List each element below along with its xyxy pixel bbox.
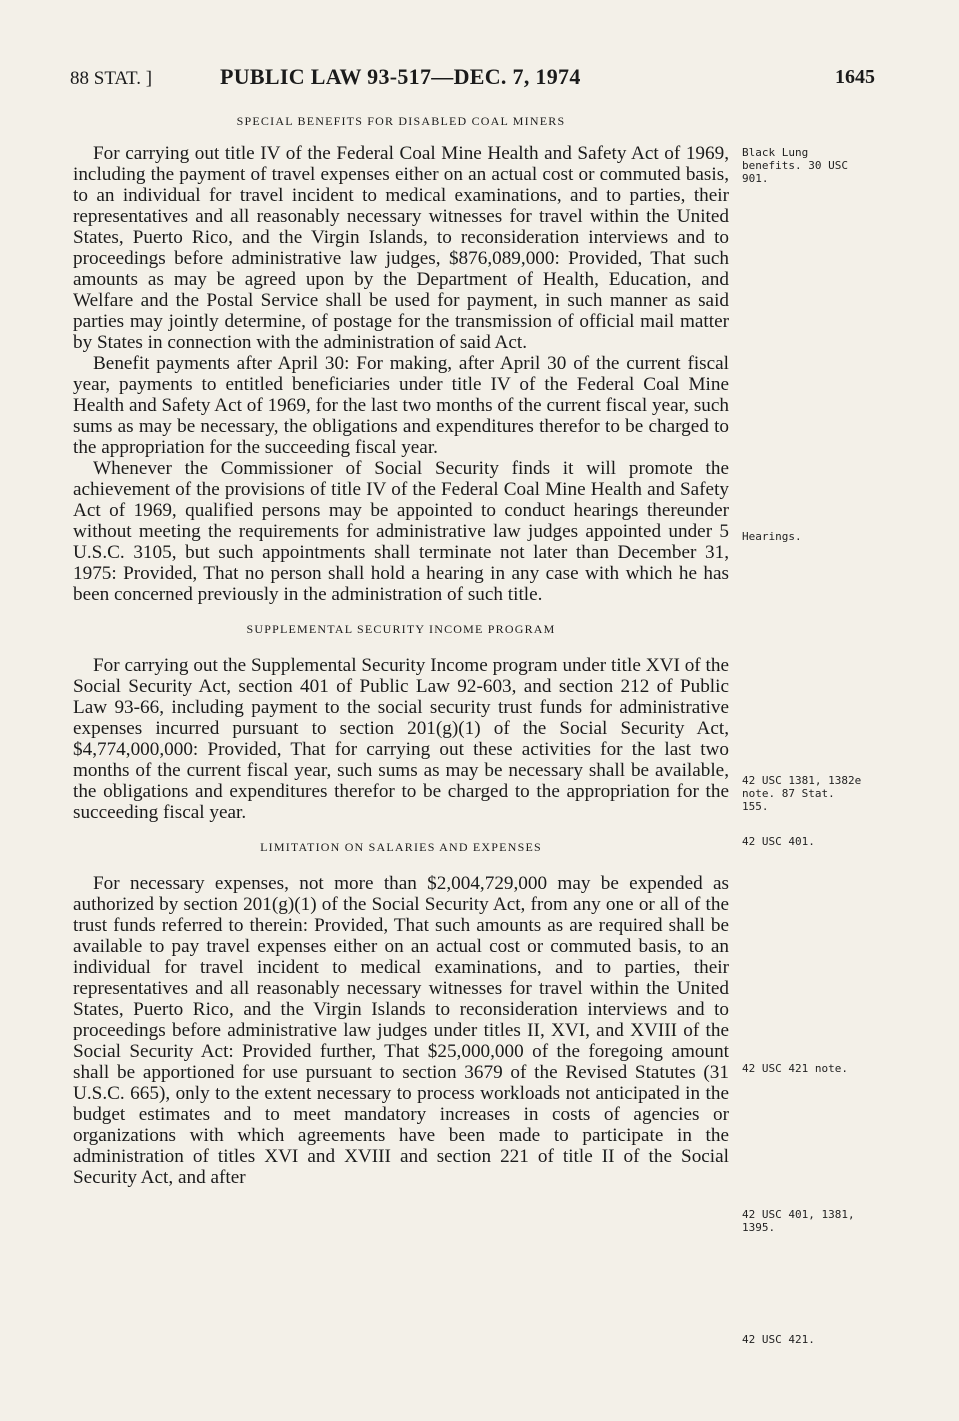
page-header [70, 62, 875, 92]
statute-reference: 88 STAT. ] [70, 68, 153, 89]
law-title: PUBLIC LAW 93-517—DEC. 7, 1974 [220, 64, 581, 89]
paragraph: Whenever the Commissioner of Social Security finds it will promote the achievement of the provisions of title IV of the Federal Coal Mine Health and Safety Act of 1969, qualified persons may be appointed to conduct hearings thereunder without meeting the requirements for administrative law judges appointed under 5 U.S.C. 3105, but such appointments shall terminate not later than December 31, 1975: Provided, That no person shall hold a hearing in any case with which he has been concerned previously in the administration of such title. [73, 458, 729, 605]
page-number: 1645 [835, 66, 875, 88]
paragraph: For carrying out the Supplemental Security Income program under title XVI of the Social Security Act, section 401 of Public Law 92-603, and section 212 of Public Law 93-66, including payment to the social security trust funds for administrative expenses incurred pursuant to section 201(g)(1) of the Social Security Act, $4,774,000,000: Provided, That for carrying out these activities for the last two months of the current fiscal year, such sums as may be necessary shall be available, the obligations and expenditures therefor to be charged to the appropriation for the succeeding fiscal year. [73, 655, 729, 823]
margin-note: Black Lung benefits. 30 USC 901. [742, 146, 848, 185]
margin-note: 42 USC 421 note. [742, 1062, 848, 1075]
paragraph: For carrying out title IV of the Federal Coal Mine Health and Safety Act of 1969, including the payment of travel expenses either on an actual cost or commuted basis, to an individual for travel incident to medical examinations, and to parties, their representatives and all reasonably necessary witnesses for travel within the United States, Puerto Rico, and the Virgin Islands, to reconsideration interviews and to proceedings before administrative law judges, $876,089,000: Provided, That such amounts as may be agreed upon by the Department of Health, Education, and Welfare and the Postal Service shall be used for payment, in such manner as said parties may jointly determine, of postage for the transmission of official mail matter by States in connection with the administration of said Act. [73, 143, 729, 353]
section-heading: SPECIAL BENEFITS FOR DISABLED COAL MINERS [236, 114, 566, 128]
margin-note: 42 USC 1381, 1382e note. 87 Stat. 155. [742, 774, 862, 813]
main-text [73, 113, 729, 1188]
margin-note: Hearings. [742, 530, 802, 543]
section-heading: LIMITATION ON SALARIES AND EXPENSES [260, 840, 542, 854]
section-heading: SUPPLEMENTAL SECURITY INCOME PROGRAM [246, 622, 556, 636]
paragraph: For necessary expenses, not more than $2,004,729,000 may be expended as authorized by section 201(g)(1) of the Social Security Act, from any one or all of the trust funds referred to therein: Provided, That such amounts as are required shall be available to pay travel expenses either on an actual cost or commuted basis, to an individual for travel incident to medical examinations, and to parties, their representatives and all reasonably necessary witnesses for travel within the United States, Puerto Rico, and the Virgin Islands to reconsideration interviews and to proceedings before administrative law judges under titles II, XVI, and XVIII of the Social Security Act: Provided further, That $25,000,000 of the foregoing amount shall be apportioned for use pursuant to section 3679 of the Revised Statutes (31 U.S.C. 665), only to the extent necessary to process workloads not anticipated in the budget estimates and to meet mandatory increases in costs of agencies or organizations with which agreements have been made to participate in the administration of titles XVI and XVIII and section 221 of title II of the Social Security Act, and after [73, 873, 729, 1188]
margin-note: 42 USC 401, 1381, 1395. [742, 1208, 855, 1234]
margin-note: 42 USC 401. [742, 835, 815, 848]
margin-note: 42 USC 421. [742, 1333, 815, 1346]
paragraph: Benefit payments after April 30: For making, after April 30 of the current fiscal year, payments to entitled beneficiaries under title IV of the Federal Coal Mine Health and Safety Act of 1969, for the last two months of the current fiscal year, such sums as may be necessary, the obligations and expenditures therefor to be charged to the appropriation for the succeeding fiscal year. [73, 353, 729, 458]
